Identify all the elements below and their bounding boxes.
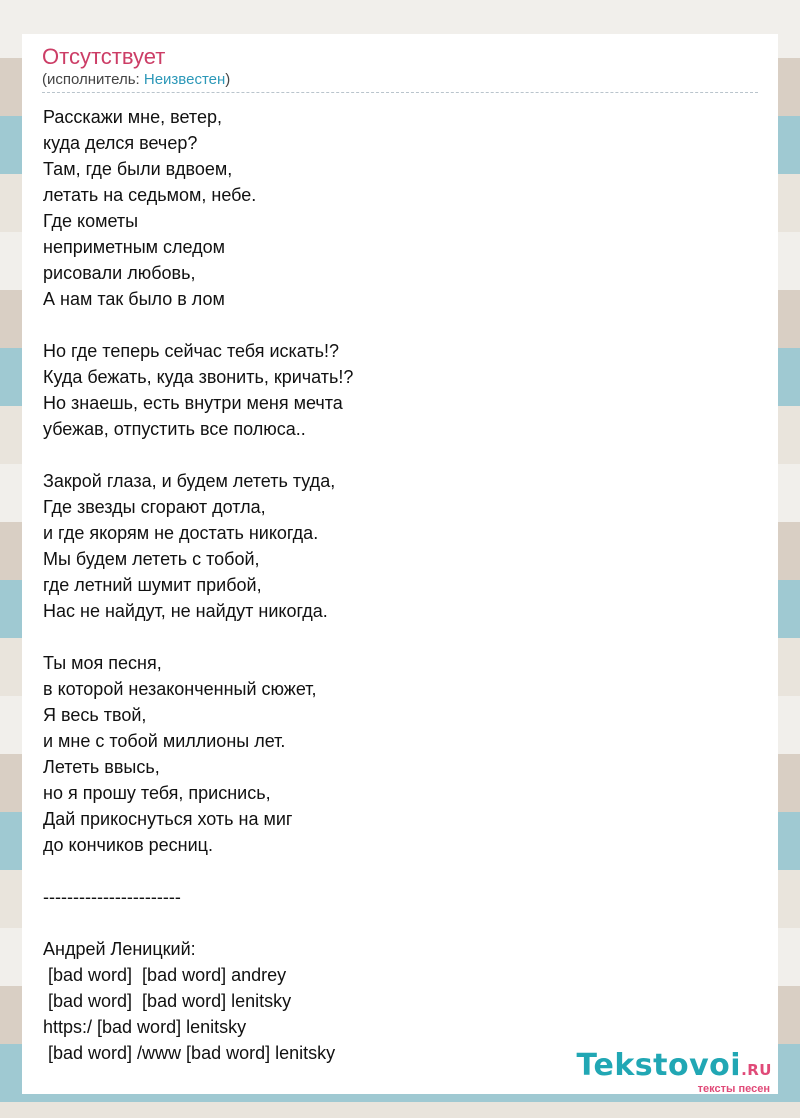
lyric-line: Ты моя песня, [43,653,162,673]
performer-suffix: ) [225,71,231,88]
lyric-line [43,312,743,338]
lyric-line: Дай прикоснуться хоть на миг [43,809,293,829]
logo-tagline: тексты песен [697,1083,770,1095]
lyric-line: рисовали любовь, [43,263,196,283]
lyric-line: [bad word] [bad word] andrey [43,965,287,985]
lyric-line: до кончиков ресниц. [43,835,213,855]
lyric-line: Там, где были вдвоем, [43,159,233,179]
site-logo[interactable] [577,1050,772,1095]
lyric-line [43,858,743,884]
lyric-line: Мы будем лететь с тобой, [43,549,260,569]
lyric-line [43,910,743,936]
performer-line [42,71,758,89]
lyric-line: и мне с тобой миллионы лет. [43,731,286,751]
lyric-line: Но где теперь сейчас тебя искать!? [43,341,340,361]
logo-wordmark: Tekstovoi.RU [576,1048,772,1083]
lyric-line: в которой незаконченный сюжет, [43,679,317,699]
lyric-line: летать на седьмом, небе. [43,185,257,205]
lyric-line: и где якорям не достать никогда. [43,523,319,543]
song-title: Отсутствует [42,44,166,69]
lyric-line: неприметным следом [43,237,226,257]
lyric-line: убежав, отпустить все полюса.. [43,419,306,439]
lyric-line: Где звезды сгорают дотла, [43,497,266,517]
lyric-line: куда делся вечер? [43,133,198,153]
lyric-line [43,624,743,650]
lyric-line: [bad word] /www [bad word] lenitsky [43,1043,336,1063]
song-header [42,44,758,93]
logo-tld: .RU [741,1061,772,1079]
lyric-line: Лететь ввысь, [43,757,160,777]
lyric-line: но я прошу тебя, приснись, [43,783,271,803]
lyric-line: Где кометы [43,211,139,231]
lyric-line: Я весь твой, [43,705,147,725]
lyric-line: Нас не найдут, не найдут никогда. [43,601,328,621]
lyric-line: Но знаешь, есть внутри меня мечта [43,393,343,413]
lyric-line: Андрей Леницкий: [43,939,196,959]
lyric-line: Закрой глаза, и будем лететь туда, [43,471,336,491]
lyric-line: [bad word] [bad word] lenitsky [43,991,292,1011]
lyrics-text [43,104,743,1066]
performer-prefix: (исполнитель: [42,71,144,88]
performer-link[interactable]: Неизвестен [143,71,226,88]
lyric-line: где летний шумит прибой, [43,575,262,595]
lyric-line: Расскажи мне, ветер, [43,107,222,127]
lyric-line: ----------------------- [43,887,181,907]
lyric-line: https:/ [bad word] lenitsky [43,1017,247,1037]
lyric-line: А нам так было в лом [43,289,225,309]
lyric-line [43,442,743,468]
lyric-line: Куда бежать, куда звонить, кричать!? [43,367,354,387]
